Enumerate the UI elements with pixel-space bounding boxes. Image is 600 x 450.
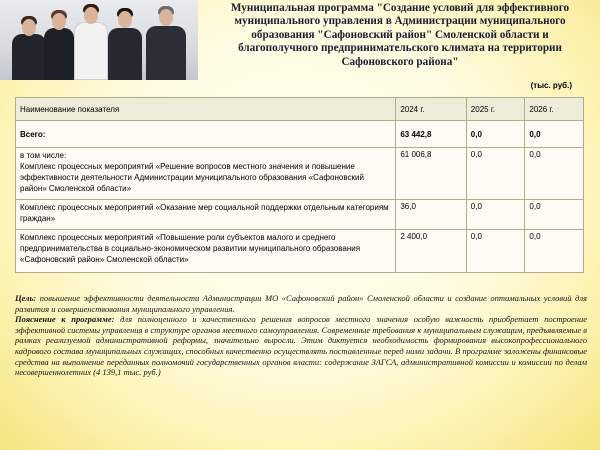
title-line: Сафоновского района" (341, 55, 459, 68)
table-header-row (16, 98, 584, 121)
table-row (16, 230, 584, 273)
goal-label: Цель: (15, 293, 37, 303)
program-description (15, 293, 587, 378)
units-label: (тыс. руб.) (530, 81, 572, 90)
person-figure (108, 8, 142, 80)
total-value-2025: 0,0 (466, 121, 525, 148)
header-photo (0, 0, 198, 80)
person-figure (74, 4, 108, 80)
row-value-2025: 0,0 (466, 230, 525, 273)
total-label: Всего: (16, 121, 396, 148)
row-name: в том числе: Комплекс процессных мероприятий «Решение вопросов местного значения и повышение эффективности деятельности Администрации муниципального образования «Сафоновский район» Смоленской области» (16, 148, 396, 200)
row-value-2024: 36,0 (396, 200, 466, 230)
row-name: Комплекс процессных мероприятий «Оказание мер социальной поддержки отдельным категориям граждан» (16, 200, 396, 230)
total-value-2026: 0,0 (525, 121, 584, 148)
explanation-paragraph (15, 314, 587, 378)
total-value-2024: 63 442,8 (396, 121, 466, 148)
explanation-text: для полноценного и качественного решения вопросов местного значения особую важность приобретает построение эффективной системы управления в структуре органов местного самоуправления. Современные требования к муниципальным служащим, предъявляемые в рамках реализуемой административной реформы, значительно выросли. Этим диктуется необходимость формирования высокопрофессионального кадрового состава муниципальных служащих, способных качественно осуществлять поставленные перед ними задачи. В программе заложены финансовые средства на выполнение переданных полномочий государственных органов власти: содержание ЗАГСА, административной комиссии и комиссии по делам несовершеннолетних (4 139,1 тыс. руб.) (15, 314, 587, 378)
table-row-total (16, 121, 584, 148)
person-figure (44, 10, 74, 80)
column-header-name: Наименование показателя (16, 98, 396, 121)
goal-text: повышение эффективности деятельности Администрации МО «Сафоновский район» Смоленской области и создание оптимальных условий для развития и совершенствования муниципального управления. (15, 293, 588, 314)
title-line: благополучного предпринимательского климата на территории (238, 42, 562, 55)
row-value-2026: 0,0 (525, 230, 584, 273)
funding-table (15, 97, 584, 273)
column-header-2025: 2025 г. (466, 98, 525, 121)
row-value-2024: 61 006,8 (396, 148, 466, 200)
goal-paragraph (15, 293, 587, 314)
explanation-label: Пояснение к программе: (15, 314, 115, 325)
person-figure (146, 6, 186, 80)
row-value-2026: 0,0 (525, 200, 584, 230)
title-line: образования "Сафоновский район" Смоленской области и (251, 28, 549, 41)
column-header-2024: 2024 г. (396, 98, 466, 121)
row-value-2024: 2 400,0 (396, 230, 466, 273)
program-title (205, 2, 595, 69)
person-figure (12, 16, 46, 80)
title-line: Муниципальная программа "Создание условий для эффективного (230, 2, 570, 14)
row-value-2026: 0,0 (525, 148, 584, 200)
column-header-2026: 2026 г. (525, 98, 584, 121)
table-row (16, 148, 584, 200)
row-value-2025: 0,0 (466, 200, 525, 230)
row-value-2025: 0,0 (466, 148, 525, 200)
table-row (16, 200, 584, 230)
row-name: Комплекс процессных мероприятий «Повышение роли субъектов малого и среднего предпринимательства в социально-экономическом развитии муниципального образования «Сафоновский район» Смоленской области» (16, 230, 396, 273)
title-line: муниципального управления в Администрации муниципального (234, 15, 566, 28)
